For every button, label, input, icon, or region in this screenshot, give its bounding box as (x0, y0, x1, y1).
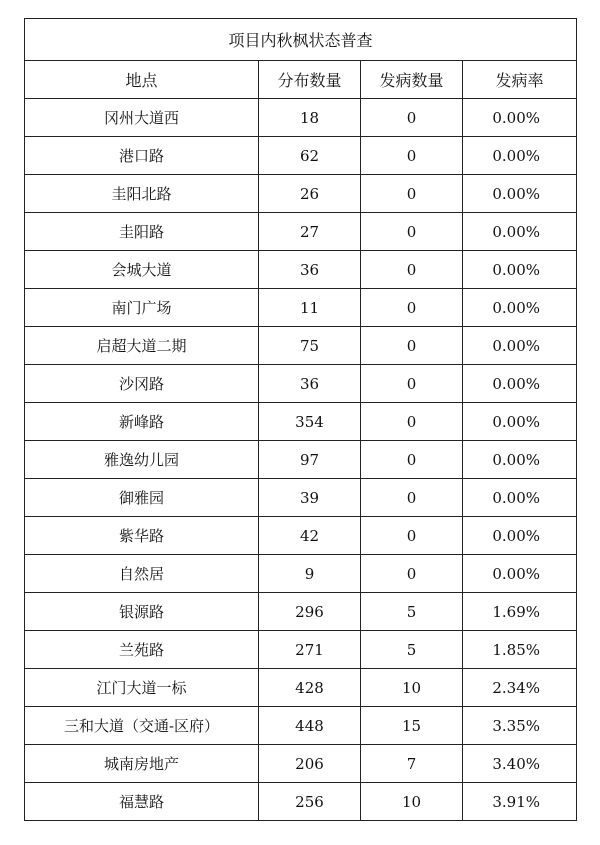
document (24, 18, 576, 821)
disease-rate-cell: 0.00% (463, 251, 577, 289)
location-cell: 兰苑路 (25, 631, 259, 669)
table-row (25, 631, 577, 669)
table-row (25, 593, 577, 631)
distribution-count-cell: 36 (259, 365, 361, 403)
survey-table (24, 18, 577, 821)
table-row (25, 99, 577, 137)
distribution-count-cell: 26 (259, 175, 361, 213)
header-distribution-count: 分布数量 (259, 61, 361, 99)
disease-rate-cell: 0.00% (463, 479, 577, 517)
location-cell: 雅逸幼儿园 (25, 441, 259, 479)
disease-rate-cell: 0.00% (463, 403, 577, 441)
distribution-count-cell: 39 (259, 479, 361, 517)
location-cell: 城南房地产 (25, 745, 259, 783)
location-cell: 紫华路 (25, 517, 259, 555)
distribution-count-cell: 354 (259, 403, 361, 441)
disease-rate-cell: 0.00% (463, 517, 577, 555)
table-row (25, 441, 577, 479)
disease-rate-cell: 0.00% (463, 137, 577, 175)
disease-count-cell: 0 (361, 289, 463, 327)
disease-count-cell: 7 (361, 745, 463, 783)
table-row (25, 555, 577, 593)
header-disease-rate: 发病率 (463, 61, 577, 99)
location-cell: 御雅园 (25, 479, 259, 517)
location-cell: 圭阳北路 (25, 175, 259, 213)
disease-count-cell: 0 (361, 479, 463, 517)
disease-rate-cell: 0.00% (463, 365, 577, 403)
disease-rate-cell: 3.91% (463, 783, 577, 821)
distribution-count-cell: 448 (259, 707, 361, 745)
table-row (25, 251, 577, 289)
disease-rate-cell: 0.00% (463, 441, 577, 479)
table-row (25, 783, 577, 821)
disease-count-cell: 10 (361, 669, 463, 707)
table-title: 项目内秋枫状态普查 (25, 19, 577, 61)
disease-count-cell: 0 (361, 137, 463, 175)
disease-rate-cell: 0.00% (463, 327, 577, 365)
table-row (25, 137, 577, 175)
table-row (25, 175, 577, 213)
location-cell: 自然居 (25, 555, 259, 593)
title-row (25, 19, 577, 61)
table-row (25, 327, 577, 365)
disease-count-cell: 0 (361, 365, 463, 403)
distribution-count-cell: 75 (259, 327, 361, 365)
location-cell: 冈州大道西 (25, 99, 259, 137)
header-location: 地点 (25, 61, 259, 99)
location-cell: 启超大道二期 (25, 327, 259, 365)
distribution-count-cell: 27 (259, 213, 361, 251)
location-cell: 会城大道 (25, 251, 259, 289)
disease-rate-cell: 1.69% (463, 593, 577, 631)
table-row (25, 213, 577, 251)
disease-count-cell: 0 (361, 403, 463, 441)
distribution-count-cell: 256 (259, 783, 361, 821)
location-cell: 三和大道（交通-区府） (25, 707, 259, 745)
table-row (25, 289, 577, 327)
disease-count-cell: 0 (361, 99, 463, 137)
disease-rate-cell: 0.00% (463, 555, 577, 593)
disease-rate-cell: 3.40% (463, 745, 577, 783)
disease-count-cell: 0 (361, 175, 463, 213)
table-row (25, 707, 577, 745)
disease-count-cell: 0 (361, 517, 463, 555)
distribution-count-cell: 206 (259, 745, 361, 783)
disease-rate-cell: 0.00% (463, 175, 577, 213)
location-cell: 南门广场 (25, 289, 259, 327)
distribution-count-cell: 296 (259, 593, 361, 631)
disease-count-cell: 5 (361, 593, 463, 631)
disease-count-cell: 0 (361, 213, 463, 251)
distribution-count-cell: 97 (259, 441, 361, 479)
disease-rate-cell: 0.00% (463, 99, 577, 137)
disease-rate-cell: 1.85% (463, 631, 577, 669)
distribution-count-cell: 9 (259, 555, 361, 593)
location-cell: 福慧路 (25, 783, 259, 821)
location-cell: 圭阳路 (25, 213, 259, 251)
disease-rate-cell: 3.35% (463, 707, 577, 745)
table-body (25, 99, 577, 821)
table-row (25, 669, 577, 707)
disease-count-cell: 0 (361, 441, 463, 479)
location-cell: 港口路 (25, 137, 259, 175)
disease-count-cell: 0 (361, 555, 463, 593)
disease-count-cell: 15 (361, 707, 463, 745)
disease-count-cell: 10 (361, 783, 463, 821)
header-disease-count: 发病数量 (361, 61, 463, 99)
disease-count-cell: 5 (361, 631, 463, 669)
location-cell: 银源路 (25, 593, 259, 631)
distribution-count-cell: 11 (259, 289, 361, 327)
table-row (25, 745, 577, 783)
distribution-count-cell: 62 (259, 137, 361, 175)
table-row (25, 403, 577, 441)
distribution-count-cell: 428 (259, 669, 361, 707)
table-row (25, 479, 577, 517)
distribution-count-cell: 42 (259, 517, 361, 555)
location-cell: 新峰路 (25, 403, 259, 441)
disease-count-cell: 0 (361, 251, 463, 289)
header-row (25, 61, 577, 99)
location-cell: 江门大道一标 (25, 669, 259, 707)
disease-rate-cell: 0.00% (463, 289, 577, 327)
table-row (25, 517, 577, 555)
distribution-count-cell: 271 (259, 631, 361, 669)
location-cell: 沙冈路 (25, 365, 259, 403)
table-row (25, 365, 577, 403)
disease-rate-cell: 2.34% (463, 669, 577, 707)
distribution-count-cell: 18 (259, 99, 361, 137)
distribution-count-cell: 36 (259, 251, 361, 289)
disease-count-cell: 0 (361, 327, 463, 365)
disease-rate-cell: 0.00% (463, 213, 577, 251)
